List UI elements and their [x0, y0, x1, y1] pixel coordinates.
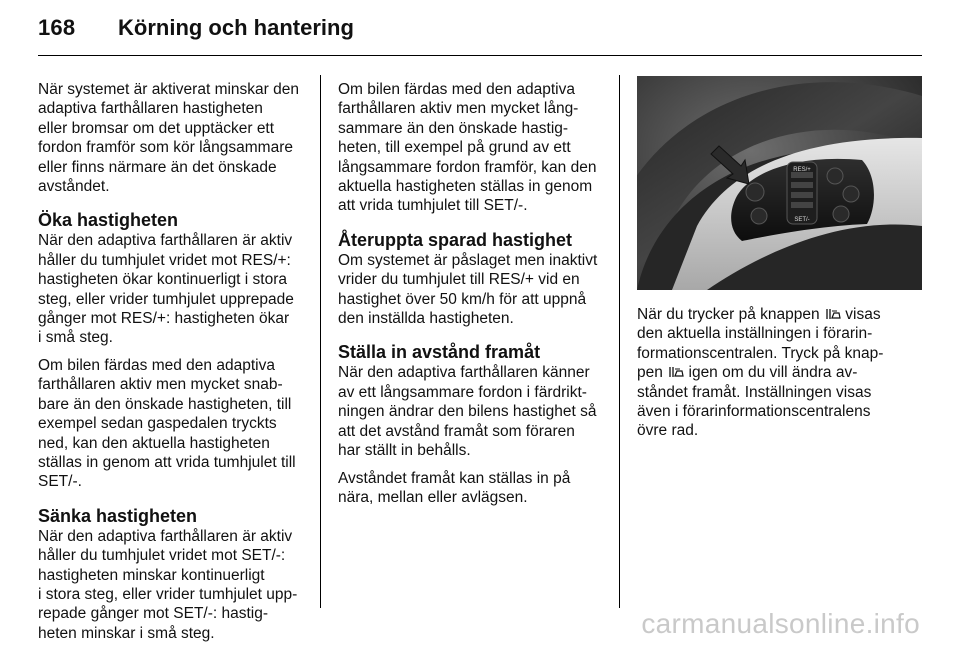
- distance-button[interactable]: [746, 183, 764, 201]
- text-line: När systemet är aktiverat minskar den: [38, 81, 300, 98]
- text-line: heten minskar i små steg.: [38, 624, 215, 642]
- text-line: exempel sedan gaspedalen tryckts: [38, 415, 277, 433]
- text-line: att det avstånd framåt som föraren: [338, 422, 575, 440]
- text-line: farthållaren aktiv men mycket snab-: [38, 376, 283, 394]
- set-label: SET/-: [794, 217, 810, 223]
- text-line: hastigheten minskar kontinuerligt: [38, 566, 265, 584]
- paragraph-distance-2: [338, 469, 604, 508]
- vehicle-distance-icon: [824, 307, 841, 321]
- paragraph-resume: [338, 251, 604, 329]
- text-line: eller finns närmare än det önskade: [38, 158, 277, 176]
- heading-increase-speed: Öka hastigheten: [38, 210, 179, 231]
- column-3: [637, 305, 917, 449]
- text-line: Om bilen färdas med den adaptiva: [38, 356, 275, 374]
- text-line: repade gånger mot SET/-: hastig-: [38, 605, 269, 623]
- text-line: När den adaptiva farthållaren känner: [338, 364, 590, 382]
- page-title: Körning och hantering: [118, 15, 354, 40]
- paragraph-slow-vehicle: [338, 80, 604, 216]
- res-label: RES/+: [793, 167, 811, 173]
- vehicle-distance-icon: [667, 365, 684, 379]
- text-line: den aktuella inställningen i förarin-: [637, 325, 873, 343]
- text-line: Om bilen färdas med den adaptiva: [338, 81, 575, 98]
- heading-set-distance: Ställa in avstånd framåt: [338, 342, 541, 363]
- text-line: håller du tumhjulet vridet mot RES/+:: [38, 251, 291, 269]
- text-line: igen om du vill ändra av-: [688, 364, 858, 382]
- column-1: [38, 80, 308, 651]
- pad-button[interactable]: [833, 206, 849, 222]
- column-divider-2: [619, 75, 620, 608]
- text-line: att vrida tumhjulet till SET/-.: [338, 197, 528, 215]
- heading-resume-speed: Återuppta sparad hastighet: [338, 229, 573, 250]
- paragraph-decrease: [38, 527, 308, 643]
- text-line: ned, kan den aktuella hastigheten: [38, 434, 270, 452]
- text-line: steg, eller vrider tumhjulet upprepade: [38, 290, 294, 308]
- text-line: långsammare fordon framför, kan den: [338, 158, 597, 176]
- text-line: även i förarinformationscentralens: [637, 403, 871, 421]
- text-line: i små steg.: [38, 329, 113, 347]
- pad-button[interactable]: [827, 168, 843, 184]
- steering-wheel-illustration: [637, 76, 922, 290]
- pad-button[interactable]: [843, 186, 859, 202]
- paragraph-intro: [38, 80, 308, 196]
- text-line: i stora steg, eller vrider tumhjulet upp-: [38, 585, 298, 603]
- text-line: farthållaren aktiv men mycket lång-: [338, 100, 579, 118]
- header-rule: [38, 55, 922, 56]
- text-line: SET/-.: [38, 473, 82, 491]
- text-line: formationscentralen. Tryck på knap-: [637, 344, 884, 362]
- column-divider-1: [320, 75, 321, 608]
- text-line: hastighet över 50 km/h för att uppnå: [338, 290, 587, 308]
- text-line: avståndet.: [38, 178, 110, 196]
- paragraph-increase-2: [38, 356, 308, 492]
- text-line: nära, mellan eller avlägsen.: [338, 488, 528, 506]
- text-line: heten, till exempel på grund av ett: [338, 139, 571, 157]
- text-line: När den adaptiva farthållaren är aktiv: [38, 232, 293, 250]
- text-line: den inställda hastigheten.: [338, 310, 514, 328]
- watermark: carmanualsonline.info: [641, 608, 920, 639]
- text-line: fordon framför som kör långsammare: [38, 139, 293, 157]
- paragraph-increase: [38, 231, 308, 347]
- paragraph-distance: [338, 363, 604, 460]
- text-line: Om systemet är påslaget men inaktivt: [338, 251, 598, 269]
- text-line: Avståndet framåt kan ställas in på: [338, 469, 571, 487]
- text-line: aktuella hastigheten ställas in genom: [338, 178, 593, 196]
- text-line: eller bromsar om det upptäcker ett: [38, 119, 275, 137]
- steering-wheel-photo: [637, 76, 922, 290]
- page-number: 168: [38, 15, 76, 40]
- text-line: håller du tumhjulet vridet mot SET/-:: [38, 547, 286, 565]
- column-2: [338, 80, 604, 515]
- text-line: vrider du tumhjulet till RES/+ vid en: [338, 271, 580, 289]
- text-line: övre rad.: [637, 422, 699, 440]
- text-line: hastigheten ökar kontinuerligt i stora: [38, 271, 288, 289]
- pad-button[interactable]: [751, 208, 767, 224]
- text-line: När du trycker på knappen: [637, 306, 820, 323]
- text-line: av ett långsammare fordon i färdrikt-: [338, 383, 587, 401]
- heading-decrease-speed: Sänka hastigheten: [38, 505, 198, 526]
- text-line: ståndet framåt. Inställningen visas: [637, 383, 872, 401]
- text-line: bare än den önskade hastigheten, till: [38, 395, 292, 413]
- text-line: har ställt in behålls.: [338, 442, 471, 460]
- text-line: gånger mot RES/+: hastigheten ökar: [38, 310, 290, 328]
- text-line: pen: [637, 364, 663, 382]
- text-line: ningen ändrar den bilens hastighet så: [338, 403, 597, 421]
- paragraph-distance-button: [637, 305, 917, 441]
- text-line: adaptiva farthållaren hastigheten: [38, 100, 263, 118]
- text-line: När den adaptiva farthållaren är aktiv: [38, 527, 293, 545]
- text-line: sammare än den önskade hastig-: [338, 119, 569, 137]
- text-line: ställas in genom att vrida tumhjulet till: [38, 453, 296, 471]
- text-line: visas: [845, 306, 881, 323]
